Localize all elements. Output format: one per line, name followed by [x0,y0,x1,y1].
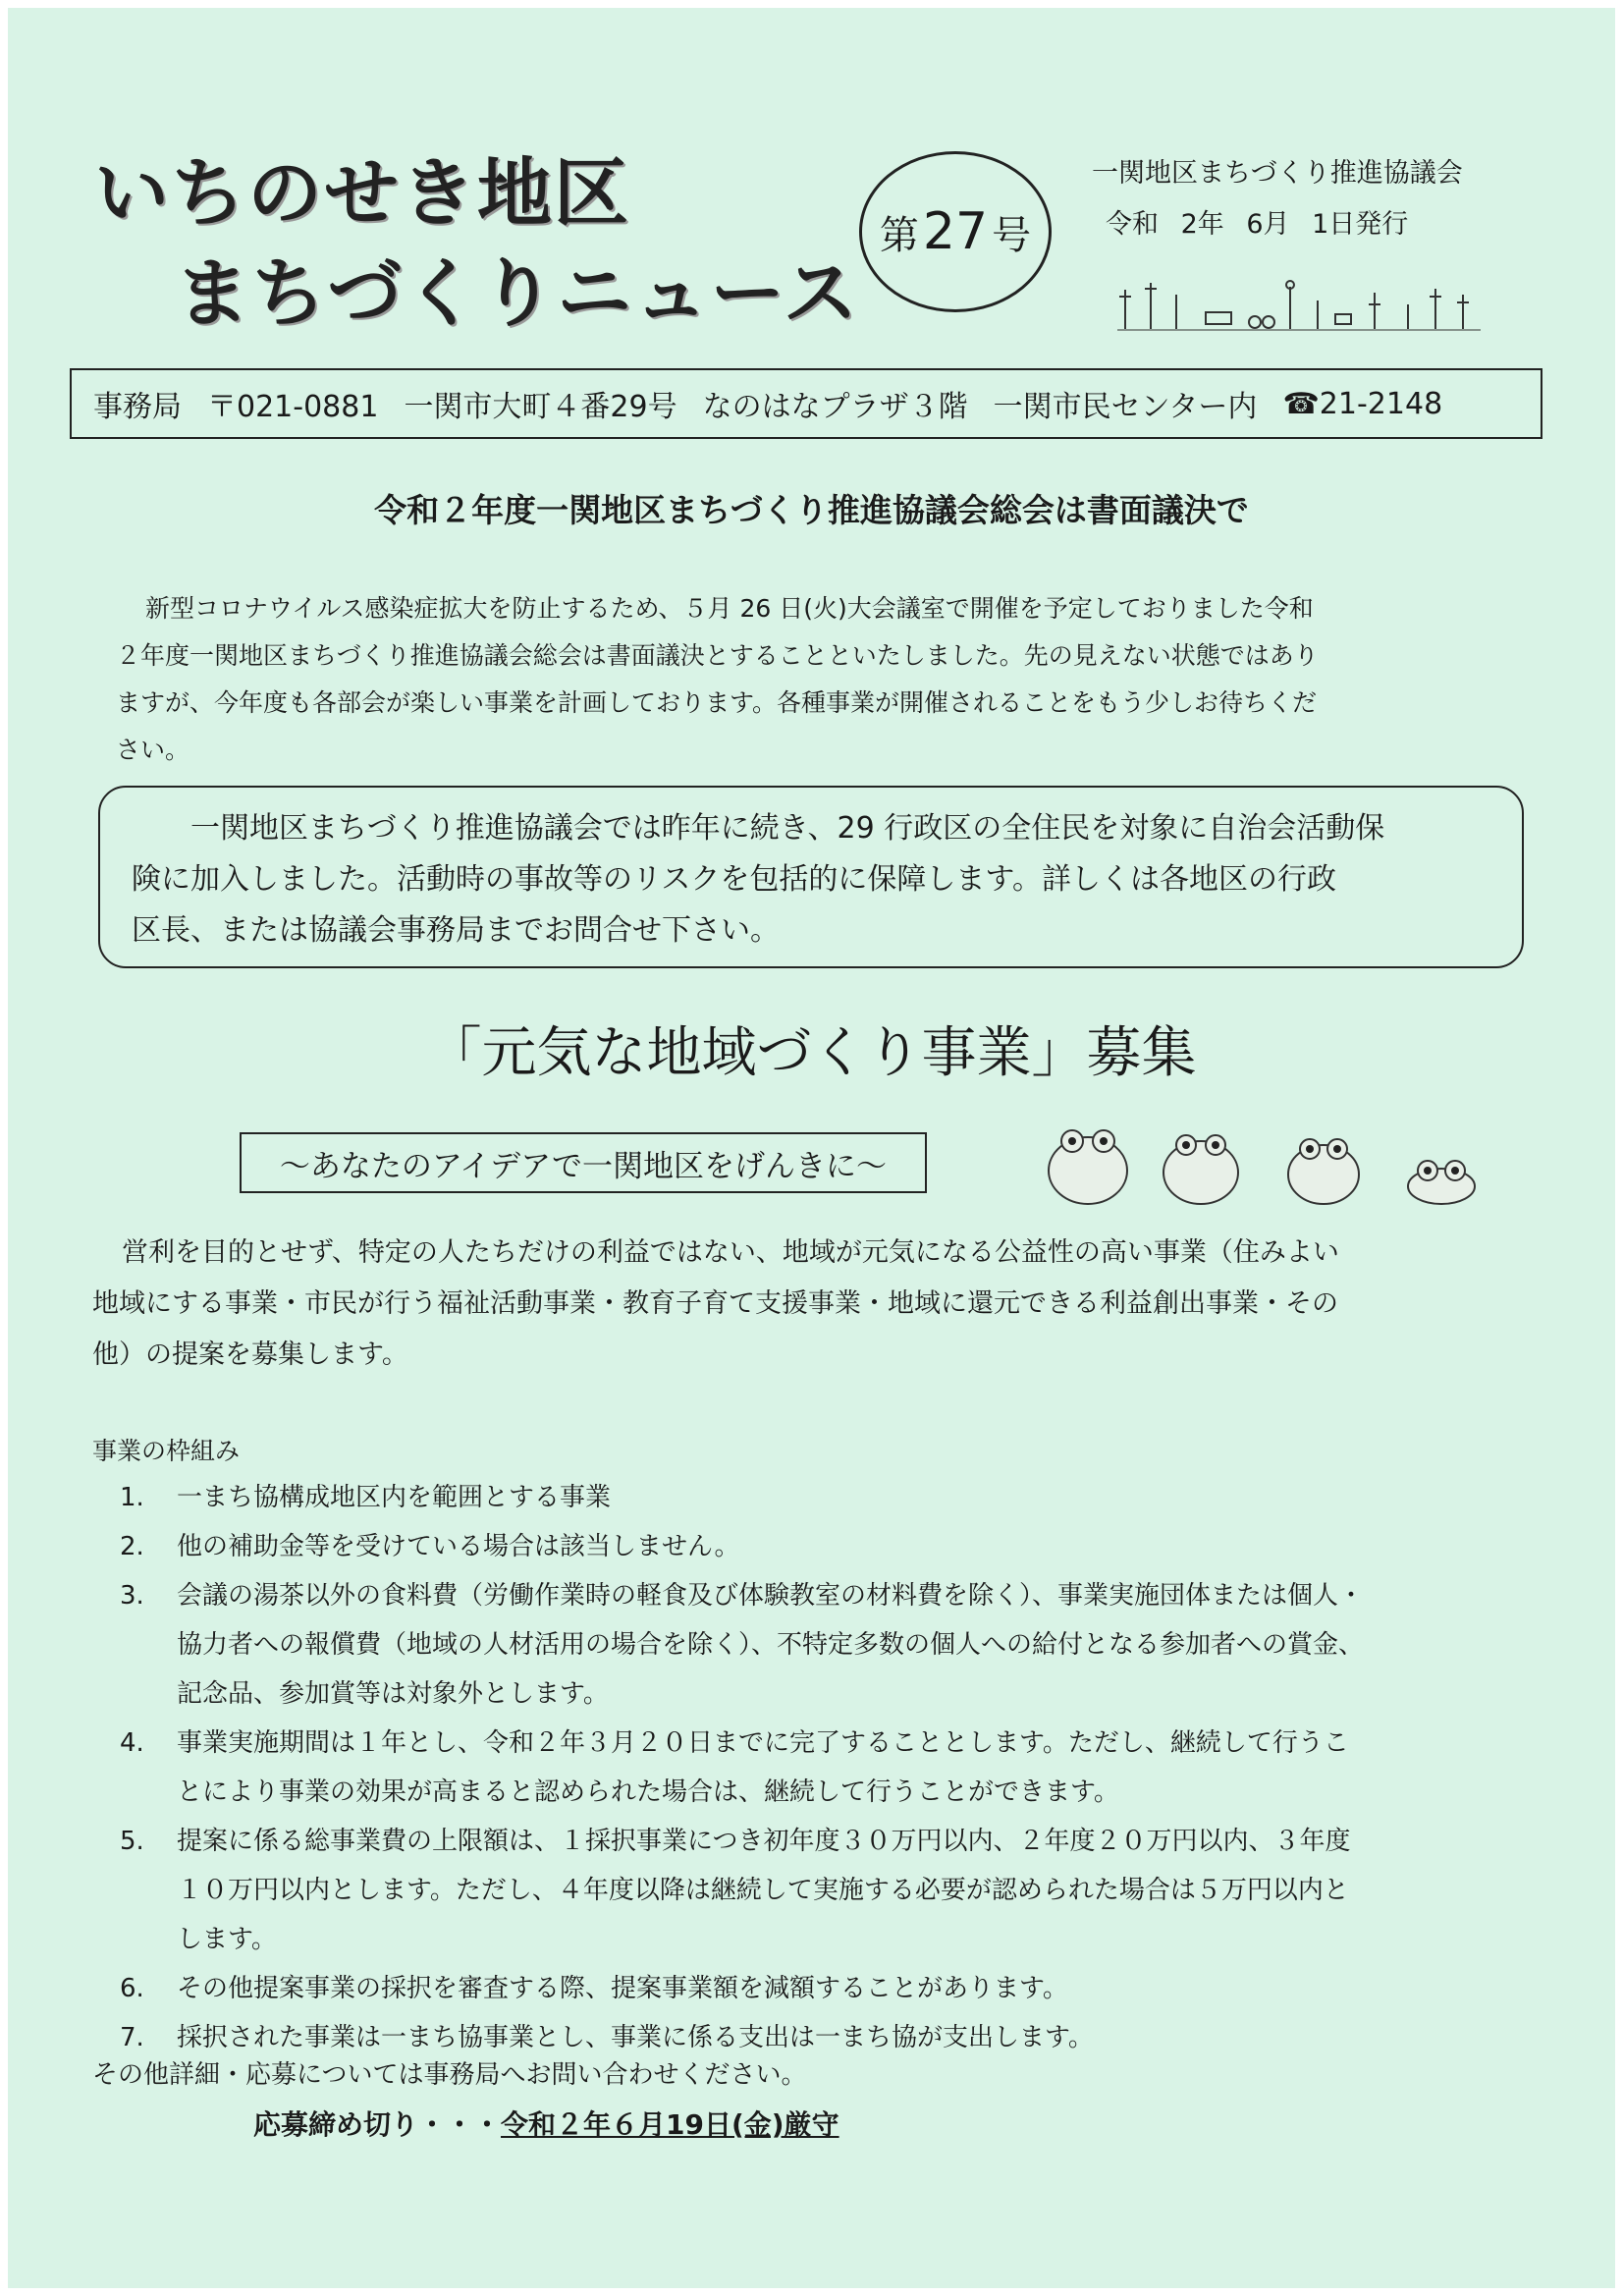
newsletter-title-line2: まちづくりニュース [175,249,860,337]
list-item [120,1473,1524,1522]
list-item-number: 2. [120,1532,144,1561]
deadline-date: 令和２年６月19日(金)厳守 [501,2108,839,2141]
article-line: ２年度一関地区まちづくり推進協議会総会は書面議決とすることといたしました。先の見えない状態ではあり [116,641,1319,670]
list-item-number: 3. [120,1581,144,1611]
list-item-line: します。 [177,1925,277,1954]
notice-line: 区長、または協議会事務局までお問合せ下さい。 [132,913,780,948]
newsletter-page [8,8,1615,2288]
issue-number: 27 [922,202,989,261]
list-item [120,1522,1524,1571]
application-deadline [253,2104,839,2143]
article-line: さい。 [116,736,190,764]
publisher-name: 一関地区まちづくり推進協議会 [1092,158,1463,189]
article-line: ますが、今年度も各部会が楽しい事業を計画しております。各種事業が開催されることをもう少しお待ちくだ [116,688,1318,717]
issue-suffix: 号 [992,212,1032,258]
office-center: 一関市民センター内 [993,390,1258,424]
intro-line: 他）の提案を募集します。 [92,1339,408,1370]
town-illustration-icon [1117,275,1490,334]
list-item-line: 採択された事業は一まち協事業とし、事業に係る支出は一まち協が支出します。 [177,2023,1094,2052]
office-address: 一関市大町４番29号 [404,390,677,424]
list-item-number: 5. [120,1827,144,1856]
office-building: なのはなプラザ３階 [702,390,968,424]
list-item-line: 会議の湯茶以外の食料費（労働作業時の軽食及び体験教室の材料費を除く）、事業実施団体または個人・ [177,1581,1365,1611]
issue-number-badge [859,151,1052,312]
deadline-label: 応募締め切り・・・ [253,2108,502,2141]
project-recruitment-subheading: ～あなたのアイデアで一関地区をげんきに～ [240,1132,927,1193]
list-item-line: １０万円以内とします。ただし、４年度以降は継続して実施する必要が認められた場合は５万円以内と [177,1876,1349,1905]
newsletter-title-line1: いちのせき地区 [94,149,630,237]
article-general-meeting-heading: 令和２年度一関地区まちづくり推進協議会総会は書面議決で [374,491,1249,529]
project-recruitment-intro [92,1228,1526,1381]
list-item-line: その他提案事業の採択を審査する際、提案事業額を減額することがあります。 [177,1974,1068,2003]
publish-date: 令和 2年 6月 1日発行 [1106,209,1409,240]
list-item-line: 提案に係る総事業費の上限額は、１採択事業につき初年度３０万円以内、２年度２０万円以内、３年度 [177,1827,1351,1856]
notice-line: 一関地区まちづくり推進協議会では昨年に続き、29 行政区の全住民を対象に自治会活動保 [190,811,1385,846]
framework-list [120,1473,1524,2062]
framework-title: 事業の枠組み [92,1437,241,1465]
intro-line: 地域にする事業・市民が行う福祉活動事業・教育子育て支援事業・地域に還元できる利益創出事業・その [92,1288,1338,1319]
frog-illustration-icon [1029,1110,1490,1208]
list-item [120,1964,1524,2013]
postal-code: 〒021-0881 [207,390,379,424]
office-contact-bar [70,368,1542,439]
list-item-number: 1. [120,1483,144,1512]
intro-line: 営利を目的とせず、特定の人たちだけの利益ではない、地域が元気になる公益性の高い事業（住みよい [122,1237,1339,1268]
office-label: 事務局 [93,390,182,424]
list-item-number: 7. [120,2023,144,2052]
list-item-line: とにより事業の効果が高まると認められた場合は、継続して行うことができます。 [177,1777,1119,1807]
list-item-number: 6. [120,1974,144,2003]
project-recruitment-heading: 「元気な地域づくり事業」募集 [426,1021,1197,1085]
list-item-line: 一まち協構成地区内を範囲とする事業 [177,1483,612,1512]
issue-prefix: 第 [879,212,919,258]
list-item-line: 他の補助金等を受けている場合は該当しません。 [177,1532,740,1561]
insurance-notice-box [98,786,1524,968]
list-item [120,1817,1524,1964]
other-info-note: その他詳細・応募については事務局へお問い合わせください。 [92,2060,807,2090]
list-item [120,1571,1524,1719]
list-item [120,1719,1524,1817]
list-item-number: 4. [120,1728,144,1758]
list-item-line: 協力者への報償費（地域の人材活用の場合を除く）、不特定多数の個人への給付となる参加者への賞金、 [177,1630,1365,1660]
article-line: 新型コロナウイルス感染症拡大を防止するため、５月 26 日(火)大会議室で開催を予定しておりました令和 [145,594,1314,623]
list-item-line: 事業実施期間は１年とし、令和２年３月２０日までに完了することとします。ただし、継続して行うこ [177,1728,1349,1758]
list-item-line: 記念品、参加賞等は対象外とします。 [177,1679,609,1709]
office-phone: ☎21-2148 [1282,386,1443,421]
notice-line: 険に加入しました。活動時の事故等のリスクを包括的に保障します。詳しくは各地区の行政 [132,862,1336,897]
